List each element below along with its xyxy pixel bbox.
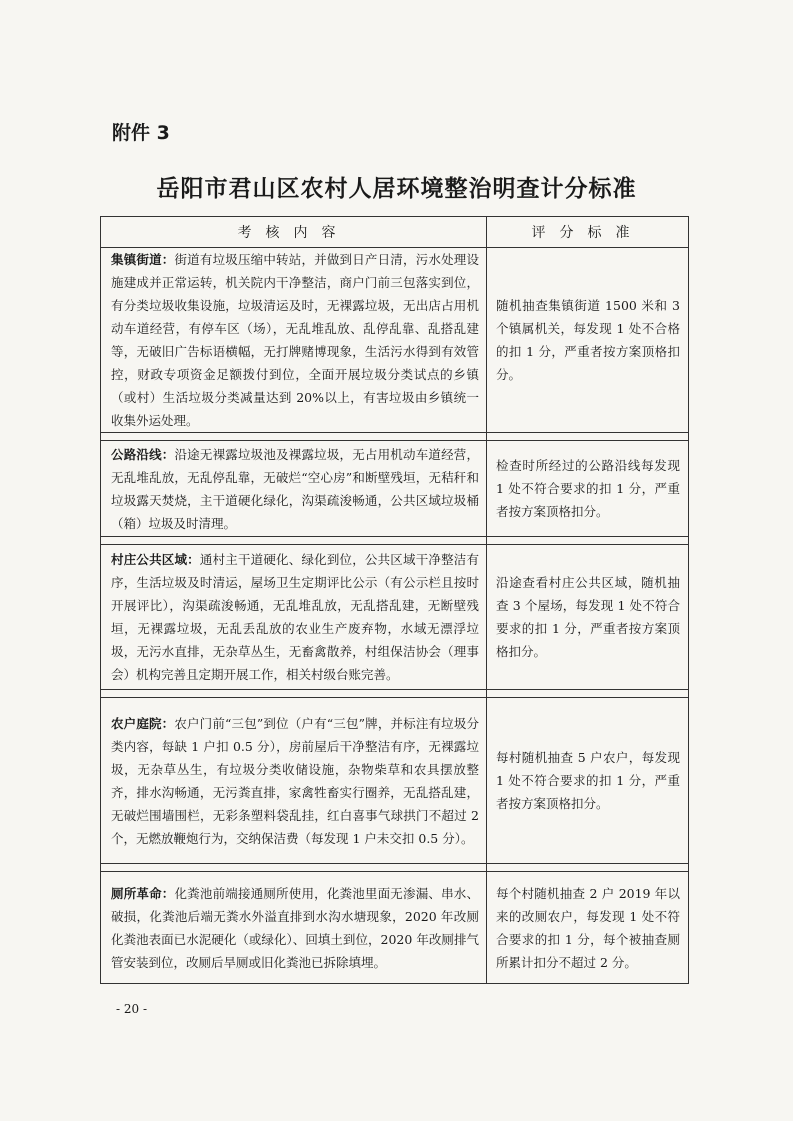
document-title: 岳阳市君山区农村人居环境整治明查计分标准 [156, 175, 637, 202]
row-text: 通村主干道硬化、绿化到位，公共区域干净整洁有序，生活垃圾及时清运，屋场卫生定期评比公示（有公示栏且按时开展评比），沟渠疏浚畅通，无乱堆乱放，无乱搭乱建，无断壁残垣，无裸露垃圾，无乱丢乱放的农业生产废弃物，水域无漂浮垃圾，无污水直排，无杂草丛生，无畜禽散养，村组保洁协会（理事会）机构完善且定期开展工作，相关村级台账完善。 [111, 552, 479, 682]
table-row [101, 248, 689, 433]
table-row [101, 872, 689, 984]
header-score: 评分标准 [487, 217, 689, 248]
row-content [101, 698, 487, 864]
row-content [101, 872, 487, 984]
row-spacer [101, 433, 689, 441]
row-label: 村庄公共区域： [111, 552, 200, 567]
row-label: 厕所革命： [111, 885, 175, 901]
attachment-label: 附件 3 [112, 122, 170, 144]
row-score: 每村随机抽查 5 户农户，每发现 1 处不符合要求的扣 1 分，严重者按方案顶格扣分。 [487, 698, 689, 864]
table-row [101, 545, 689, 690]
row-score: 随机抽查集镇街道 1500 米和 3 个镇属机关，每发现 1 处不合格的扣 1 分，严重者按方案顶格扣分。 [487, 248, 689, 433]
row-content [101, 248, 487, 433]
table-row [101, 441, 689, 537]
row-text: 街道有垃圾压缩中转站，并做到日产日清，污水处理设施建成并正常运转，机关院内干净整洁，商户门前三包落实到位，有分类垃圾收集设施，垃圾清运及时，无裸露垃圾，无出店占用机动车道经营，有停车区（场），无乱堆乱放、乱停乱靠、乱搭乱建等，无破旧广告标语横幅，无打牌赌博现象，生活污水得到有效管控，财政专项资金足额拨付到位，全面开展垃圾分类试点的乡镇（或村）生活垃圾分类减量达到 20%以上，有害垃圾由乡镇统一收集外运处理。 [111, 252, 479, 428]
row-label: 公路沿线： [111, 446, 175, 462]
row-content [101, 545, 487, 690]
row-content [101, 441, 487, 537]
page-number: - 20 - [116, 1002, 148, 1016]
row-label: 农户庭院： [111, 715, 175, 731]
row-spacer [101, 690, 689, 698]
row-score: 检查时所经过的公路沿线每发现 1 处不符合要求的扣 1 分，严重者按方案顶格扣分。 [487, 441, 689, 537]
row-text: 化粪池前端接通厕所使用，化粪池里面无渗漏、串水、破损，化粪池后端无粪水外溢直排到水沟水塘现象，2020 年改厕化粪池表面已水泥硬化（或绿化）、回填土到位，2020 年改厕排气管安装到位，改厕后旱厕或旧化粪池已拆除填埋。 [111, 885, 479, 970]
row-spacer [101, 864, 689, 872]
scoring-table [100, 216, 689, 984]
row-score: 沿途查看村庄公共区域，随机抽查 3 个屋场，每发现 1 处不符合要求的扣 1 分，严重者按方案顶格扣分。 [487, 545, 689, 690]
table-header-row [101, 217, 689, 248]
row-label: 集镇街道： [111, 252, 175, 267]
row-text: 农户门前“三包”到位（户有“三包”牌，并标注有垃圾分类内容，每缺 1 户扣 0.5 分），房前屋后干净整洁有序，无裸露垃圾，无杂草丛生，有垃圾分类收储设施，杂物柴草和农具摆放整齐，排水沟畅通，无污粪直排，家禽牲畜实行圈养，无乱搭乱建，无破烂围墙围栏，无彩条塑料袋乱挂，红白喜事气球拱门不超过 2 个，无燃放鞭炮行为，交纳保洁费（每发现 1 户未交扣 0.5 分）。 [111, 715, 479, 846]
row-text: 沿途无裸露垃圾池及裸露垃圾，无占用机动车道经营，无乱堆乱放，无乱停乱靠，无破烂“空心房”和断壁残垣，无秸秆和垃圾露天焚烧，主干道硬化绿化，沟渠疏浚畅通，公共区域垃圾桶（箱）垃圾及时清理。 [111, 446, 479, 531]
header-content: 考核内容 [101, 217, 487, 248]
row-spacer [101, 537, 689, 545]
row-score: 每个村随机抽查 2 户 2019 年以来的改厕农户，每发现 1 处不符合要求的扣 1 分，每个被抽查厕所累计扣分不超过 2 分。 [487, 872, 689, 984]
table-row [101, 698, 689, 864]
